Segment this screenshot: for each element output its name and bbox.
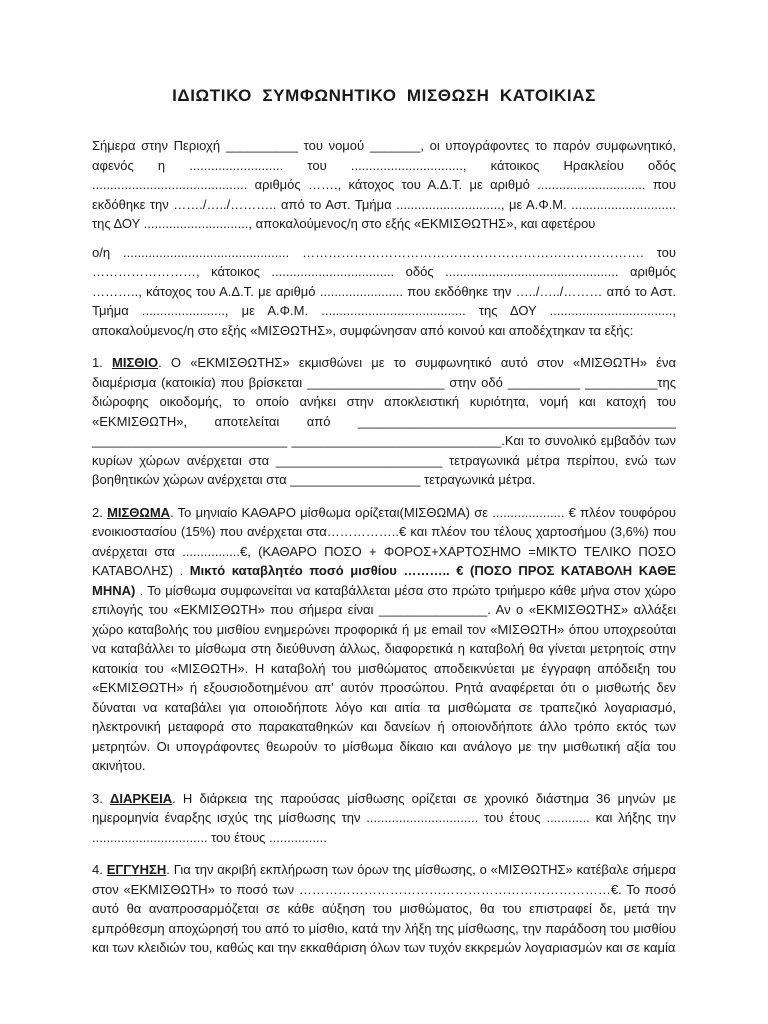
section-heading: ΕΓΓΥΗΣΗ bbox=[106, 862, 167, 877]
section-1-property bbox=[92, 353, 676, 490]
section-number: 1. bbox=[92, 355, 103, 370]
section-heading: ΔΙΑΡΚΕΙΑ bbox=[110, 790, 173, 806]
section-3-duration bbox=[92, 789, 676, 848]
section-heading: ΜΙΣΘΩΜΑ bbox=[107, 504, 171, 520]
section-4-guarantee bbox=[92, 860, 676, 958]
section-text: . Το μίσθωμα συμφωνείται να καταβάλλεται μέσα στο πρώτο τριήμερο κάθε μήνα στον χώρο επιλογής του «ΕΚΜΙΣΘΩΤΗ» που σήμερα είναι _______________. Αν ο «ΕΚΜΙΣΘΩΤΗΣ» αλλάξει χώρο καταβολής του μισθίου ενημερώνει προφορικά ή με email τον «ΜΙΣΘΩΤΗ» όπου υποχρεούται να καταβάλλει το μίσθωμα στη διεύθυνση άλλως, διαφορετικά η καταβολή θα γίνεται μετρητοίς στην κατοικία του «ΜΙΣΘΩΤΗ». Η καταβολή του μισθώματος αποδεικνύεται με έγγραφη απόδειξη του «ΕΚΜΙΣΘΩΤΗ» ή εξουσιοδοτημένου απ' αυτόν προσώπου. Ρητά αναφέρεται ότι ο μισθωτής δεν δύναται να καταβάλει για οποιοδήποτε λόγο και αιτία τα μισθώματα σε τραπεζικό λογαριασμό, ηλεκτρονική μεταφορά στο παρακαταθηκών και δανείων ή οποιονδήποτε άλλο τρόπο εκτός των μετρητών. Οι υπογράφοντες θεωρούν το μίσθωμα δίκαιο και ανάλογο με την μισθωτική αξία του ακινήτου. bbox=[92, 582, 676, 773]
section-text: . Η διάρκεια της παρούσας μίσθωσης ορίζεται σε χρονικό διάστημα 36 μηνών με ημερομηνία έναρξης ισχύς της μίσθωσης την ............................... του έτους ............ και λήξης την ................................ του έτους ................ bbox=[92, 790, 676, 845]
second-party-paragraph: ο/η .............................................. ……………………………………………………………………. του ……………………, κάτοικος .................................. οδός ................................................ αριθμός ……….., κάτοχος του Α.Δ.Τ. με αριθμό ....................... που εκδόθηκε την …../…../……… από το Αστ. Τμήμα ......................., με Α.Φ.Μ. ........................................ της ΔΟΥ .................................., αποκαλούμενος/η στο εξής «ΜΙΣΘΩΤΗΣ», συμφώνησαν από κοινού και αποδέχτηκαν τα εξής: bbox=[92, 244, 676, 338]
section-2-rent bbox=[92, 503, 676, 776]
section-number: 3. bbox=[92, 790, 103, 806]
section-text: . Ο «ΕΚΜΙΣΘΩΤΗΣ» εκμισθώνει με το συμφωνητικό αυτό στον «ΜΙΣΘΩΤΗ» ένα διαμέρισμα (κατοικία) που βρίσκεται ___________________ στην οδό __________ __________της διώροφης οικοδομής, το οποίο ανήκει στην αποκλειστική κυριότητα, νομή και κατοχή του «ΕΚΜΙΣΘΩΤΗ», αποτελείται από ____________________________________________ ___________________________ _____________________________.Και το συνολικό εμβαδόν των κυρίων χώρων ανέρχεται στα _______________________ τετραγωνικά μέτρα περίπου, ενώ των βοηθητικών χώρων ανέρχεται στα __________________ τετραγωνικά μέτρα. bbox=[92, 355, 676, 487]
section-heading: ΜΙΣΘΙΟ bbox=[112, 355, 159, 370]
intro-paragraph: Σήμερα στην Περιοχή __________ του νομού _______, οι υπογράφοντες το παρόν συμφωνητικό, αφενός η .......................... του ..............................., κάτοικος Ηρακλείου οδός ........................................... αριθμός ……., κάτοχος του Α.Δ.Τ. με αριθμό .............................. που εκδόθηκε την ……./…../……….. από το Αστ. Τμήμα ............................., με Α.Φ.Μ. ............................. της ΔΟΥ ............................., αποκαλούμενος/η στο εξής «ΕΚΜΙΣΘΩΤΗΣ», και αφετέρου bbox=[92, 138, 676, 231]
section-number: 2. bbox=[92, 504, 103, 520]
document-title: ΙΔΙΩΤΙΚΟ ΣΥΜΦΩΝΗΤΙΚΟ ΜΙΣΘΩΣΗ ΚΑΤΟΙΚΙΑΣ bbox=[172, 86, 596, 105]
section-text: . Το μηνιαίο ΚΑΘΑΡΟ μίσθωμα ορίζεται(ΜΙΣΘΩΜΑ) σε .................... € πλέον τουφόρου ενοικιοστασίου (15%) που ανέρχεται στα……………..€ και πλέον του τέλους χαρτοσήμου (3,6%) που ανέρχεται στα ................€, (ΚΑΘΑΡΟ ΠΟΣΟ + ΦΟΡΟΣ+ΧΑΡΤΟΣΗΜΟ =ΜΙΚΤΟ ΤΕΛΙΚΟ ΠΟΣΟ ΚΑΤΑΒΟΛΗΣ) . bbox=[92, 504, 676, 578]
section-bold-text: Μικτό καταβλητέο ποσό μισθίου ……….. € (ΠΟΣΟ ΠΡΟΣ ΚΑΤΑΒΟΛΗ ΚΑΘΕ ΜΗΝΑ) bbox=[92, 563, 676, 598]
section-text: . Για την ακριβή εκπλήρωση των όρων της μίσθωσης, ο «ΜΙΣΘΩΤΗΣ» κατέβαλε σήμερα στον «ΕΚΜΙΣΘΩΤΗ» το ποσό των ………………………………………………………………€. Το ποσό αυτό θα αναπροσαρμόζεται σε κάθε αύξηση του μισθώματος, θα του επιστραφεί δε, μετά την εμπρόθεσμη αποχώρησή του από το μίσθιο, κατά την λήξη της μίσθωσης, την παράδοση του μισθίου και των κλειδιών του, καθώς και την εκκαθάριση όλων των τυχόν εκκρεμών λογαριασμών και σε καμία bbox=[92, 862, 676, 955]
section-number: 4. bbox=[92, 862, 103, 877]
